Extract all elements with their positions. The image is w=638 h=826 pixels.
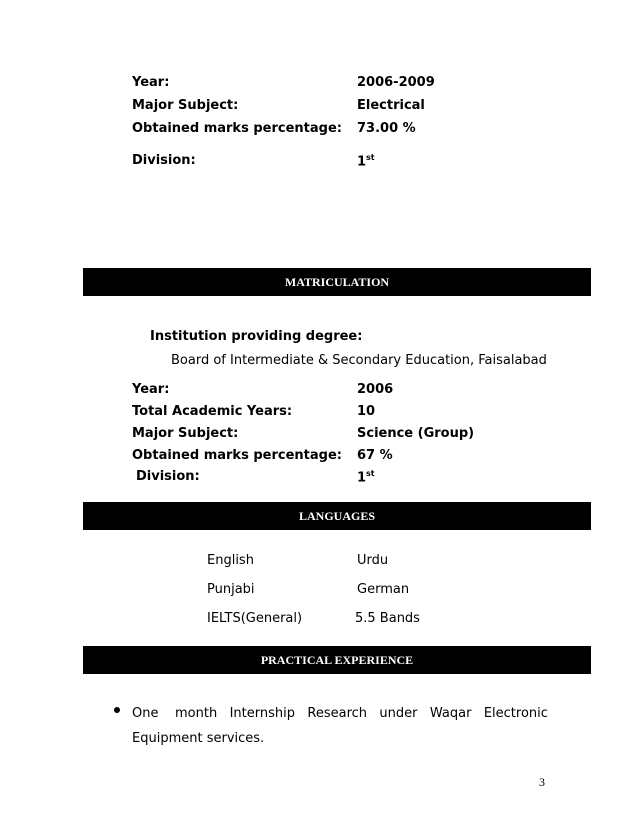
language-item: 5.5 Bands bbox=[355, 611, 420, 626]
division-label: Division: bbox=[132, 153, 196, 168]
institution-label: Institution providing degree: bbox=[150, 329, 363, 344]
matric-marks-label: Obtained marks percentage: bbox=[132, 448, 342, 463]
matric-year-value: 2006 bbox=[357, 382, 394, 397]
page-number: 3 bbox=[539, 775, 545, 789]
bullet-icon bbox=[114, 707, 120, 713]
language-item: Urdu bbox=[357, 553, 389, 568]
marks-label: Obtained marks percentage: bbox=[132, 121, 342, 136]
language-item: Punjabi bbox=[207, 582, 255, 597]
total-years-label: Total Academic Years: bbox=[132, 404, 293, 419]
experience-item-line2: Equipment services. bbox=[132, 731, 265, 746]
major-subject-value: Electrical bbox=[357, 98, 425, 113]
language-item: German bbox=[357, 582, 410, 597]
marks-value: 73.00 % bbox=[357, 121, 416, 136]
division-value: 1st bbox=[357, 153, 375, 170]
year-label: Year: bbox=[132, 75, 170, 90]
experience-item-line1: One month Internship Research under Waqar Electronic bbox=[132, 706, 548, 721]
matric-subject-label: Major Subject: bbox=[132, 426, 239, 441]
matric-year-label: Year: bbox=[132, 382, 170, 397]
experience-heading-bar bbox=[83, 646, 591, 674]
languages-heading-bar bbox=[83, 502, 591, 530]
languages-heading: LANGUAGES bbox=[298, 508, 375, 523]
language-item: English bbox=[207, 553, 254, 568]
language-item: IELTS(General) bbox=[207, 611, 303, 626]
matriculation-heading: MATRICULATION bbox=[284, 274, 390, 289]
matric-subject-value: Science (Group) bbox=[357, 426, 475, 441]
major-subject-label: Major Subject: bbox=[132, 98, 239, 113]
total-years-value: 10 bbox=[357, 404, 376, 419]
institution-value: Board of Intermediate & Secondary Education, Faisalabad bbox=[171, 353, 547, 368]
matric-division-label: Division: bbox=[136, 469, 200, 484]
matric-marks-value: 67 % bbox=[357, 448, 393, 463]
matriculation-heading-bar bbox=[83, 268, 591, 296]
matric-division-value: 1st bbox=[357, 469, 375, 486]
experience-heading: PRACTICAL EXPERIENCE bbox=[260, 652, 414, 667]
year-value: 2006-2009 bbox=[357, 75, 435, 90]
